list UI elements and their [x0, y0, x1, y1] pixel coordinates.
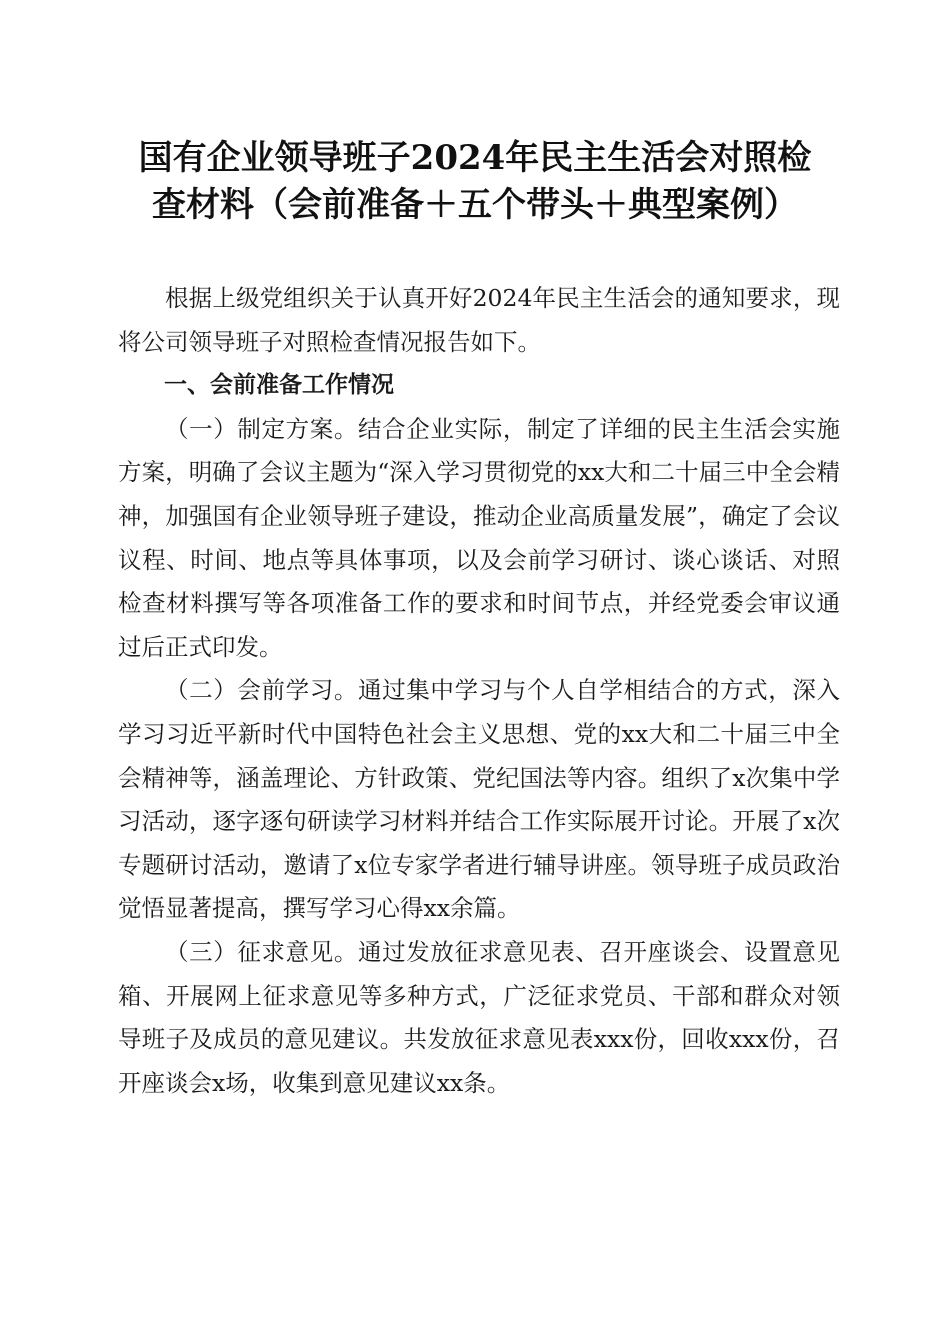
- item-1-lead: （一）制定方案。: [165, 414, 359, 443]
- item-3-lead: （三）征求意见。: [165, 937, 359, 966]
- item-2-lead: （二）会前学习。: [165, 676, 359, 705]
- item-3-paragraph: [118, 931, 840, 1105]
- section-heading-1: 一、会前准备工作情况: [164, 372, 394, 399]
- item-3-text: 通过发放征求意见表、召开座谈会、设置意见箱、开展网上征求意见等多种方式，广泛征求党员、干部和群众对领导班子及成员的意见建议。共发放征求意见表xxx份，回收xxx份，召开座谈会x场，收集到意见建议xx条。: [118, 937, 841, 1097]
- item-2-text: 通过集中学习与个人自学相结合的方式，深入学习习近平新时代中国特色社会主义思想、党的xx大和二十届三中全会精神等，涵盖理论、方针政策、党纪国法等内容。组织了x次集中学习活动，逐字逐句研读学习材料并结合工作实际展开讨论。开展了x次专题研讨活动，邀请了x位专家学者进行辅导讲座。领导班子成员政治觉悟显著提高，撰写学习心得xx余篇。: [118, 676, 841, 923]
- item-1-text: 结合企业实际，制定了详细的民主生活会实施方案，明确了会议主题为“深入学习贯彻党的xx大和二十届三中全会精神，加强国有企业领导班子建设，推动企业高质量发展”，确定了会议议程、时间、地点等具体事项，以及会前学习研讨、谈心谈话、对照检查材料撰写等各项准备工作的要求和时间节点，并经党委会审议通过后正式印发。: [118, 414, 841, 661]
- item-1-paragraph: [118, 408, 840, 670]
- document-title: [100, 135, 850, 229]
- document-body: [118, 277, 840, 1105]
- title-line-1: 国有企业领导班子2024年民主生活会对照检: [138, 138, 812, 178]
- intro-paragraph: 根据上级党组织关于认真开好2024年民主生活会的通知要求，现将公司领导班子对照检查情况报告如下。: [118, 284, 840, 356]
- item-2-paragraph: [118, 669, 840, 931]
- title-line-2: 查材料（会前准备＋五个带头＋典型案例）: [152, 185, 798, 225]
